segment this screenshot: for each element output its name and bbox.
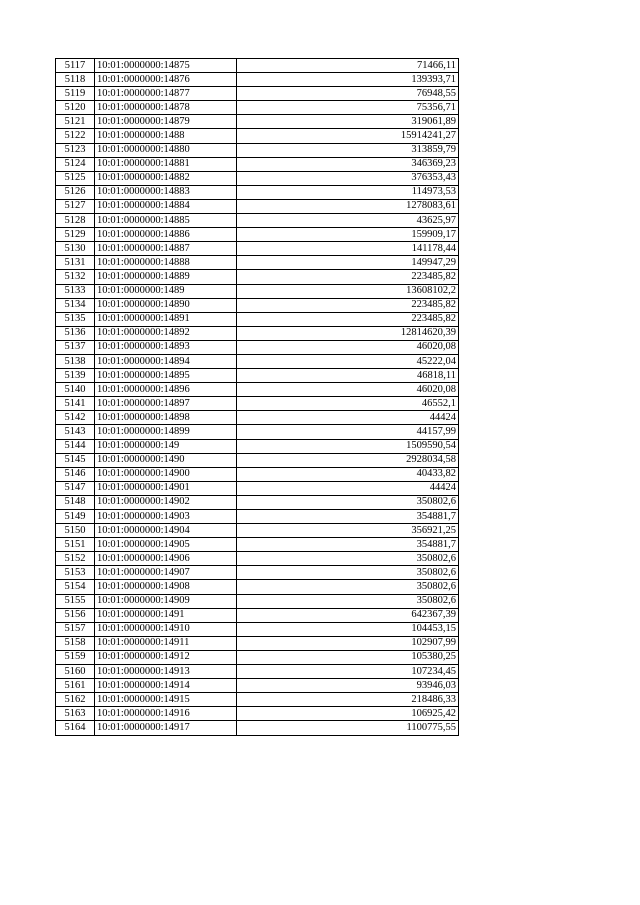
value-cell: 141178,44 xyxy=(237,242,459,256)
table-row xyxy=(56,228,459,242)
row-number-cell: 5164 xyxy=(56,721,95,735)
value-cell: 46020,08 xyxy=(237,383,459,397)
value-cell: 46818,11 xyxy=(237,369,459,383)
cadastral-number-cell: 10:01:0000000:1488 xyxy=(95,129,237,143)
table-row xyxy=(56,354,459,368)
table-row xyxy=(56,453,459,467)
cadastral-number-cell: 10:01:0000000:14880 xyxy=(95,143,237,157)
value-cell: 350802,6 xyxy=(237,566,459,580)
value-cell: 149947,29 xyxy=(237,256,459,270)
cadastral-number-cell: 10:01:0000000:14885 xyxy=(95,214,237,228)
value-cell: 15914241,27 xyxy=(237,129,459,143)
cadastral-number-cell: 10:01:0000000:14898 xyxy=(95,411,237,425)
cadastral-number-cell: 10:01:0000000:14878 xyxy=(95,101,237,115)
row-number-cell: 5148 xyxy=(56,495,95,509)
cadastral-number-cell: 10:01:0000000:14897 xyxy=(95,397,237,411)
cadastral-number-cell: 10:01:0000000:1489 xyxy=(95,284,237,298)
cadastral-number-cell: 10:01:0000000:14908 xyxy=(95,580,237,594)
value-cell: 105380,25 xyxy=(237,650,459,664)
row-number-cell: 5143 xyxy=(56,425,95,439)
row-number-cell: 5130 xyxy=(56,242,95,256)
table-row xyxy=(56,214,459,228)
cadastral-number-cell: 10:01:0000000:14889 xyxy=(95,270,237,284)
cadastral-number-cell: 10:01:0000000:14877 xyxy=(95,87,237,101)
row-number-cell: 5125 xyxy=(56,171,95,185)
row-number-cell: 5132 xyxy=(56,270,95,284)
value-cell: 346369,23 xyxy=(237,157,459,171)
value-cell: 139393,71 xyxy=(237,73,459,87)
value-cell: 218486,33 xyxy=(237,693,459,707)
table-row xyxy=(56,101,459,115)
row-number-cell: 5131 xyxy=(56,256,95,270)
value-cell: 223485,82 xyxy=(237,270,459,284)
value-cell: 44157,99 xyxy=(237,425,459,439)
value-cell: 350802,6 xyxy=(237,580,459,594)
cadastral-number-cell: 10:01:0000000:14896 xyxy=(95,383,237,397)
table-row xyxy=(56,284,459,298)
row-number-cell: 5140 xyxy=(56,383,95,397)
value-cell: 44424 xyxy=(237,481,459,495)
table-row xyxy=(56,636,459,650)
row-number-cell: 5145 xyxy=(56,453,95,467)
table-row xyxy=(56,439,459,453)
row-number-cell: 5162 xyxy=(56,693,95,707)
table-row xyxy=(56,411,459,425)
value-cell: 71466,11 xyxy=(237,59,459,73)
row-number-cell: 5124 xyxy=(56,157,95,171)
cadastral-number-cell: 10:01:0000000:14890 xyxy=(95,298,237,312)
cadastral-number-cell: 10:01:0000000:14900 xyxy=(95,467,237,481)
value-cell: 46020,08 xyxy=(237,340,459,354)
cadastral-number-cell: 10:01:0000000:14883 xyxy=(95,185,237,199)
value-cell: 45222,04 xyxy=(237,354,459,368)
row-number-cell: 5137 xyxy=(56,340,95,354)
value-cell: 46552,1 xyxy=(237,397,459,411)
table-row xyxy=(56,495,459,509)
table-row xyxy=(56,538,459,552)
cadastral-number-cell: 10:01:0000000:14916 xyxy=(95,707,237,721)
value-cell: 354881,7 xyxy=(237,538,459,552)
table-row xyxy=(56,721,459,735)
cadastral-number-cell: 10:01:0000000:14903 xyxy=(95,510,237,524)
table-row xyxy=(56,622,459,636)
cadastral-number-cell: 10:01:0000000:149 xyxy=(95,439,237,453)
cadastral-number-cell: 10:01:0000000:14904 xyxy=(95,524,237,538)
row-number-cell: 5150 xyxy=(56,524,95,538)
table-row xyxy=(56,665,459,679)
cadastral-number-cell: 10:01:0000000:14887 xyxy=(95,242,237,256)
value-cell: 93946,03 xyxy=(237,679,459,693)
cadastral-number-cell: 10:01:0000000:14915 xyxy=(95,693,237,707)
table-row xyxy=(56,185,459,199)
cadastral-number-cell: 10:01:0000000:14917 xyxy=(95,721,237,735)
row-number-cell: 5128 xyxy=(56,214,95,228)
cadastral-number-cell: 10:01:0000000:14892 xyxy=(95,326,237,340)
row-number-cell: 5134 xyxy=(56,298,95,312)
table-row xyxy=(56,580,459,594)
value-cell: 1509590,54 xyxy=(237,439,459,453)
cadastral-number-cell: 10:01:0000000:14893 xyxy=(95,340,237,354)
row-number-cell: 5123 xyxy=(56,143,95,157)
row-number-cell: 5155 xyxy=(56,594,95,608)
value-cell: 223485,82 xyxy=(237,312,459,326)
value-cell: 350802,6 xyxy=(237,594,459,608)
row-number-cell: 5147 xyxy=(56,481,95,495)
table-row xyxy=(56,326,459,340)
row-number-cell: 5142 xyxy=(56,411,95,425)
row-number-cell: 5120 xyxy=(56,101,95,115)
row-number-cell: 5135 xyxy=(56,312,95,326)
table-row xyxy=(56,524,459,538)
table-row xyxy=(56,383,459,397)
value-cell: 40433,82 xyxy=(237,467,459,481)
table-row xyxy=(56,650,459,664)
table-row xyxy=(56,298,459,312)
value-cell: 1278083,61 xyxy=(237,199,459,213)
table-row xyxy=(56,73,459,87)
row-number-cell: 5126 xyxy=(56,185,95,199)
cadastral-number-cell: 10:01:0000000:14906 xyxy=(95,552,237,566)
value-cell: 102907,99 xyxy=(237,636,459,650)
row-number-cell: 5138 xyxy=(56,354,95,368)
table-row xyxy=(56,87,459,101)
table-row xyxy=(56,467,459,481)
table-row xyxy=(56,397,459,411)
row-number-cell: 5117 xyxy=(56,59,95,73)
cadastral-number-cell: 10:01:0000000:14905 xyxy=(95,538,237,552)
row-number-cell: 5153 xyxy=(56,566,95,580)
value-cell: 13608102,2 xyxy=(237,284,459,298)
table-row xyxy=(56,707,459,721)
table-row xyxy=(56,594,459,608)
value-cell: 43625,97 xyxy=(237,214,459,228)
value-cell: 350802,6 xyxy=(237,495,459,509)
table-row xyxy=(56,199,459,213)
cadastral-number-cell: 10:01:0000000:14875 xyxy=(95,59,237,73)
row-number-cell: 5161 xyxy=(56,679,95,693)
cadastral-number-cell: 10:01:0000000:14888 xyxy=(95,256,237,270)
row-number-cell: 5157 xyxy=(56,622,95,636)
table-row xyxy=(56,510,459,524)
table-row xyxy=(56,171,459,185)
value-cell: 12814620,39 xyxy=(237,326,459,340)
row-number-cell: 5129 xyxy=(56,228,95,242)
row-number-cell: 5119 xyxy=(56,87,95,101)
row-number-cell: 5154 xyxy=(56,580,95,594)
cadastral-number-cell: 10:01:0000000:14895 xyxy=(95,369,237,383)
value-cell: 642367,39 xyxy=(237,608,459,622)
table-row xyxy=(56,312,459,326)
value-cell: 350802,6 xyxy=(237,552,459,566)
row-number-cell: 5136 xyxy=(56,326,95,340)
table-row xyxy=(56,693,459,707)
value-cell: 1100775,55 xyxy=(237,721,459,735)
cadastral-number-cell: 10:01:0000000:14894 xyxy=(95,354,237,368)
value-cell: 104453,15 xyxy=(237,622,459,636)
table-row xyxy=(56,679,459,693)
value-cell: 76948,55 xyxy=(237,87,459,101)
table-row xyxy=(56,552,459,566)
cadastral-number-cell: 10:01:0000000:14911 xyxy=(95,636,237,650)
cadastral-number-cell: 10:01:0000000:14876 xyxy=(95,73,237,87)
row-number-cell: 5160 xyxy=(56,665,95,679)
cadastral-number-cell: 10:01:0000000:14882 xyxy=(95,171,237,185)
value-cell: 159909,17 xyxy=(237,228,459,242)
table-row xyxy=(56,256,459,270)
table-row xyxy=(56,157,459,171)
cadastral-number-cell: 10:01:0000000:14881 xyxy=(95,157,237,171)
value-cell: 319061,89 xyxy=(237,115,459,129)
row-number-cell: 5159 xyxy=(56,650,95,664)
value-cell: 106925,42 xyxy=(237,707,459,721)
row-number-cell: 5139 xyxy=(56,369,95,383)
table-row xyxy=(56,143,459,157)
row-number-cell: 5141 xyxy=(56,397,95,411)
table-row xyxy=(56,270,459,284)
cadastral-number-cell: 10:01:0000000:14909 xyxy=(95,594,237,608)
cadastral-number-cell: 10:01:0000000:14886 xyxy=(95,228,237,242)
row-number-cell: 5163 xyxy=(56,707,95,721)
cadastral-number-cell: 10:01:0000000:14912 xyxy=(95,650,237,664)
value-cell: 2928034,58 xyxy=(237,453,459,467)
value-cell: 356921,25 xyxy=(237,524,459,538)
row-number-cell: 5133 xyxy=(56,284,95,298)
table-row xyxy=(56,59,459,73)
cadastral-number-cell: 10:01:0000000:14879 xyxy=(95,115,237,129)
cadastral-number-cell: 10:01:0000000:14902 xyxy=(95,495,237,509)
table-row xyxy=(56,425,459,439)
table-row xyxy=(56,608,459,622)
row-number-cell: 5122 xyxy=(56,129,95,143)
value-cell: 313859,79 xyxy=(237,143,459,157)
cadastral-number-cell: 10:01:0000000:14901 xyxy=(95,481,237,495)
row-number-cell: 5156 xyxy=(56,608,95,622)
cadastral-number-cell: 10:01:0000000:14907 xyxy=(95,566,237,580)
cadastral-number-cell: 10:01:0000000:14891 xyxy=(95,312,237,326)
table-row xyxy=(56,129,459,143)
row-number-cell: 5158 xyxy=(56,636,95,650)
cadastral-number-cell: 10:01:0000000:14884 xyxy=(95,199,237,213)
value-cell: 223485,82 xyxy=(237,298,459,312)
table-row xyxy=(56,115,459,129)
cadastral-number-cell: 10:01:0000000:1491 xyxy=(95,608,237,622)
value-cell: 75356,71 xyxy=(237,101,459,115)
data-table xyxy=(55,58,459,736)
table-row xyxy=(56,340,459,354)
value-cell: 354881,7 xyxy=(237,510,459,524)
table-row xyxy=(56,369,459,383)
row-number-cell: 5127 xyxy=(56,199,95,213)
cadastral-number-cell: 10:01:0000000:14899 xyxy=(95,425,237,439)
table-body xyxy=(56,59,459,736)
table-row xyxy=(56,481,459,495)
cadastral-number-cell: 10:01:0000000:14910 xyxy=(95,622,237,636)
row-number-cell: 5144 xyxy=(56,439,95,453)
row-number-cell: 5151 xyxy=(56,538,95,552)
row-number-cell: 5149 xyxy=(56,510,95,524)
table-row xyxy=(56,566,459,580)
table-row xyxy=(56,242,459,256)
cadastral-number-cell: 10:01:0000000:14913 xyxy=(95,665,237,679)
value-cell: 44424 xyxy=(237,411,459,425)
value-cell: 107234,45 xyxy=(237,665,459,679)
cadastral-number-cell: 10:01:0000000:14914 xyxy=(95,679,237,693)
row-number-cell: 5121 xyxy=(56,115,95,129)
value-cell: 376353,43 xyxy=(237,171,459,185)
row-number-cell: 5152 xyxy=(56,552,95,566)
row-number-cell: 5146 xyxy=(56,467,95,481)
value-cell: 114973,53 xyxy=(237,185,459,199)
row-number-cell: 5118 xyxy=(56,73,95,87)
cadastral-number-cell: 10:01:0000000:1490 xyxy=(95,453,237,467)
